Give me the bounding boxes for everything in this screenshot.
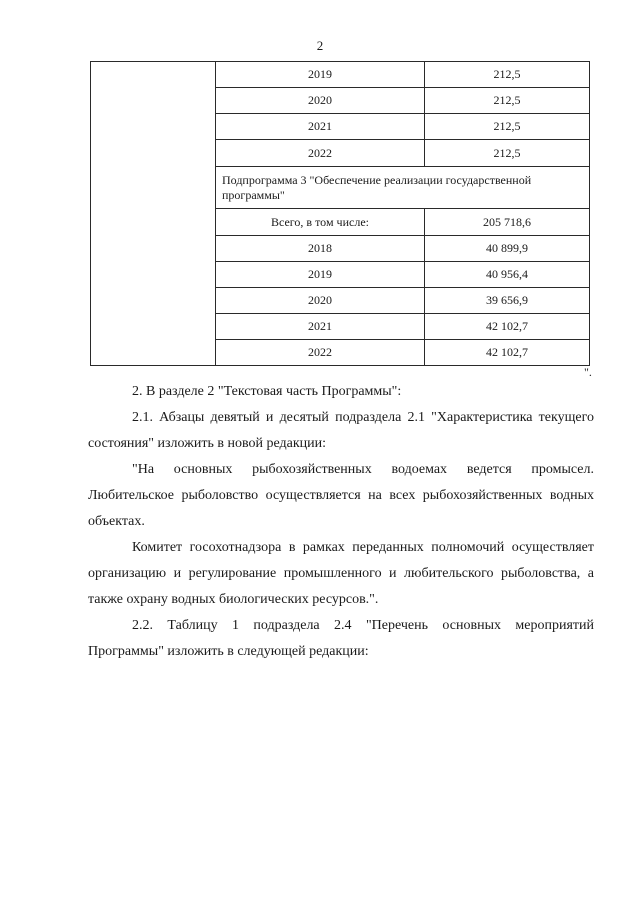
value-cell: 40 956,4 xyxy=(425,262,590,288)
budget-table xyxy=(90,61,590,366)
year-cell: 2019 xyxy=(216,262,425,288)
value-cell: 40 899,9 xyxy=(425,236,590,262)
year-cell: 2020 xyxy=(216,88,425,114)
paragraph: "На основных рыбохозяйственных водоемах ведется промысел. Любительское рыболовство осуществляется на всех рыбохозяйственных водных объектах. xyxy=(88,462,594,529)
value-cell: 42 102,7 xyxy=(425,314,590,340)
table-row xyxy=(91,62,590,88)
year-cell: 2021 xyxy=(216,314,425,340)
year-cell: 2022 xyxy=(216,340,425,366)
paragraph: 2.2. Таблицу 1 подраздела 2.4 "Перечень основных мероприятий Программы" изложить в следующей редакции: xyxy=(88,618,594,659)
value-cell: 212,5 xyxy=(425,114,590,140)
closing-quote-mark: ". xyxy=(584,365,592,379)
body-text xyxy=(88,379,594,665)
total-label: Всего, в том числе: xyxy=(216,209,425,236)
year-cell: 2018 xyxy=(216,236,425,262)
blank-left-cell xyxy=(91,62,216,366)
year-cell: 2021 xyxy=(216,114,425,140)
total-value: 205 718,6 xyxy=(425,209,590,236)
value-cell: 42 102,7 xyxy=(425,340,590,366)
year-cell: 2019 xyxy=(216,62,425,88)
year-cell: 2020 xyxy=(216,288,425,314)
subprogram-title: Подпрограмма 3 "Обеспечение реализации государственной программы" xyxy=(216,167,590,209)
value-cell: 39 656,9 xyxy=(425,288,590,314)
value-cell: 212,5 xyxy=(425,62,590,88)
page-number: 2 xyxy=(316,38,324,53)
paragraph: 2.1. Абзацы девятый и десятый подраздела 2.1 "Характеристика текущего состояния" изложить в новой редакции: xyxy=(88,410,594,451)
value-cell: 212,5 xyxy=(425,140,590,167)
value-cell: 212,5 xyxy=(425,88,590,114)
year-cell: 2022 xyxy=(216,140,425,167)
paragraph: 2. В разделе 2 "Текстовая часть Программы": xyxy=(132,384,402,399)
paragraph: Комитет госохотнадзора в рамках переданных полномочий осуществляет организацию и регулирование промышленного и любительского рыболовства, а также охрану водных биологических ресурсов.". xyxy=(88,540,594,607)
